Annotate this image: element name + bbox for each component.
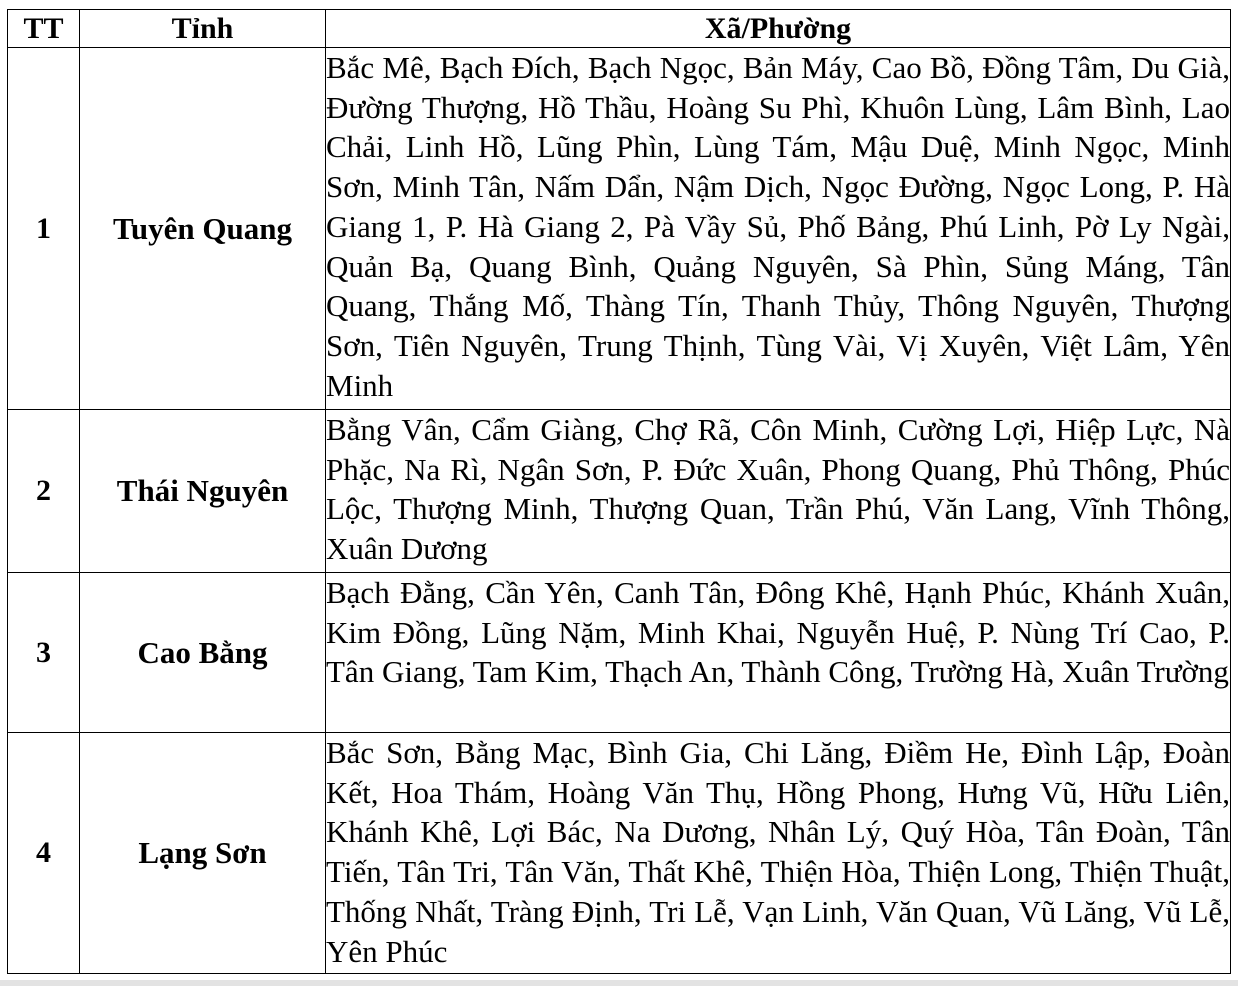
header-province: Tỉnh [80, 10, 326, 48]
page-bottom-edge [0, 980, 1238, 986]
row-number: 1 [8, 48, 80, 410]
row-number: 3 [8, 573, 80, 733]
ward-list: Bạch Đằng, Cần Yên, Canh Tân, Đông Khê, Hạnh Phúc, Khánh Xuân, Kim Đồng, Lũng Nặm, Minh Khai, Nguyễn Huệ, P. Nùng Trí Cao, P. Tân Giang, Tam Kim, Thạch An, Thành Công, Trường Hà, Xuân Trường [326, 573, 1231, 733]
table-row [8, 48, 1231, 410]
header-wards: Xã/Phường [326, 10, 1231, 48]
table-body [8, 48, 1231, 974]
province-name: Thái Nguyên [80, 410, 326, 573]
row-number: 2 [8, 410, 80, 573]
province-ward-table [7, 9, 1231, 974]
table-row [8, 410, 1231, 573]
ward-list: Bằng Vân, Cẩm Giàng, Chợ Rã, Côn Minh, Cường Lợi, Hiệp Lực, Nà Phặc, Na Rì, Ngân Sơn, P. Đức Xuân, Phong Quang, Phủ Thông, Phúc Lộc, Thượng Minh, Thượng Quan, Trần Phú, Văn Lang, Vĩnh Thông, Xuân Dương [326, 410, 1231, 573]
province-name: Tuyên Quang [80, 48, 326, 410]
header-row [8, 10, 1231, 48]
table-header [8, 10, 1231, 48]
table-row [8, 573, 1231, 733]
header-tt: TT [8, 10, 80, 48]
province-name: Cao Bằng [80, 573, 326, 733]
province-name: Lạng Sơn [80, 733, 326, 974]
ward-list: Bắc Sơn, Bằng Mạc, Bình Gia, Chi Lăng, Điềm He, Đình Lập, Đoàn Kết, Hoa Thám, Hoàng Văn Thụ, Hồng Phong, Hưng Vũ, Hữu Liên, Khánh Khê, Lợi Bác, Na Dương, Nhân Lý, Quý Hòa, Tân Đoàn, Tân Tiến, Tân Tri, Tân Văn, Thất Khê, Thiện Hòa, Thiện Long, Thiện Thuật, Thống Nhất, Tràng Định, Tri Lễ, Vạn Linh, Văn Quan, Vũ Lăng, Vũ Lễ, Yên Phúc [326, 733, 1231, 974]
table-row [8, 733, 1231, 974]
ward-list: Bắc Mê, Bạch Đích, Bạch Ngọc, Bản Máy, Cao Bồ, Đồng Tâm, Du Già, Đường Thượng, Hồ Thầu, Hoàng Su Phì, Khuôn Lùng, Lâm Bình, Lao Chải, Linh Hồ, Lũng Phìn, Lùng Tám, Mậu Duệ, Minh Ngọc, Minh Sơn, Minh Tân, Nấm Dẩn, Nậm Dịch, Ngọc Đường, Ngọc Long, P. Hà Giang 1, P. Hà Giang 2, Pà Vầy Sủ, Phố Bảng, Phú Linh, Pờ Ly Ngài, Quản Bạ, Quang Bình, Quảng Nguyên, Sà Phìn, Sủng Máng, Tân Quang, Thắng Mố, Thàng Tín, Thanh Thủy, Thông Nguyên, Thượng Sơn, Tiên Nguyên, Trung Thịnh, Tùng Vài, Vị Xuyên, Việt Lâm, Yên Minh [326, 48, 1231, 410]
row-number: 4 [8, 733, 80, 974]
